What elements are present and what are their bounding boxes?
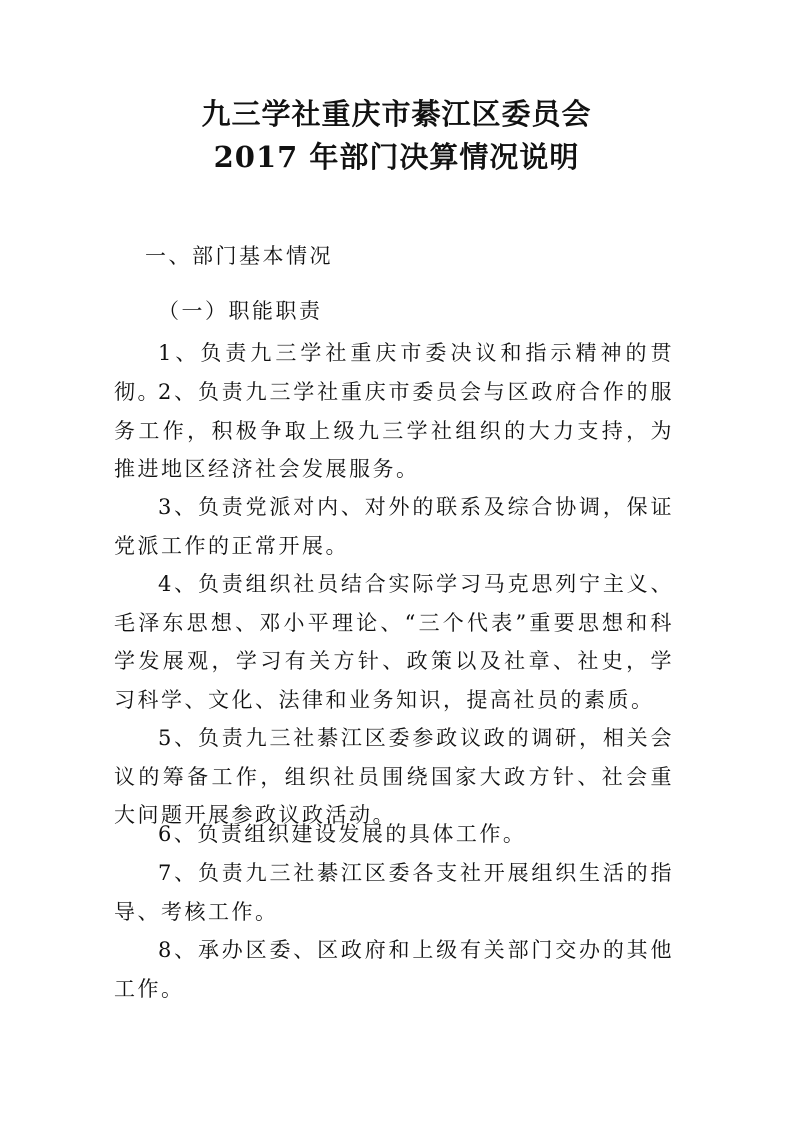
sub-heading: （一）职能职责 xyxy=(158,299,323,323)
duty-item-7: 7、负责九三社綦江区委各支社开展组织生活的指导、考核工作。 xyxy=(114,861,674,924)
duty-item-1: 1、负责九三学社重庆市委决议和指示精神的贯彻。 xyxy=(114,341,674,404)
duty-item-8: 8、承办区委、区政府和上级有关部门交办的其他工作。 xyxy=(114,938,674,1001)
duty-item-3: 3、负责党派对内、对外的联系及综合协调，保证党派工作的正常开展。 xyxy=(114,495,674,558)
section-heading: 一、部门基本情况 xyxy=(145,244,333,268)
document-title-line-1: 九三学社重庆市綦江区委员会 xyxy=(201,97,592,131)
duty-item-5: 5、负责九三社綦江区委参政议政的调研，相关会议的筹备工作，组织社员围绕国家大政方针、社会重大问题开展参政议政活动。 xyxy=(114,726,674,827)
duty-item-6: 6、负责组织建设发展的具体工作。 xyxy=(158,822,527,846)
duty-item-2: 2、负责九三学社重庆市委员会与区政府合作的服务工作，积极争取上级九三学社组织的大力支持，为推进地区经济社会发展服务。 xyxy=(114,380,674,481)
duty-item-4: 4、负责组织社员结合实际学习马克思列宁主义、毛泽东思想、邓小平理论、“三个代表”重要思想和科学发展观，学习有关方针、政策以及社章、社史，学习科学、文化、法律和业务知识，提高社员的素质。 xyxy=(114,572,674,712)
document-title-line-2: 2017 年部门决算情况说明 xyxy=(213,140,580,174)
